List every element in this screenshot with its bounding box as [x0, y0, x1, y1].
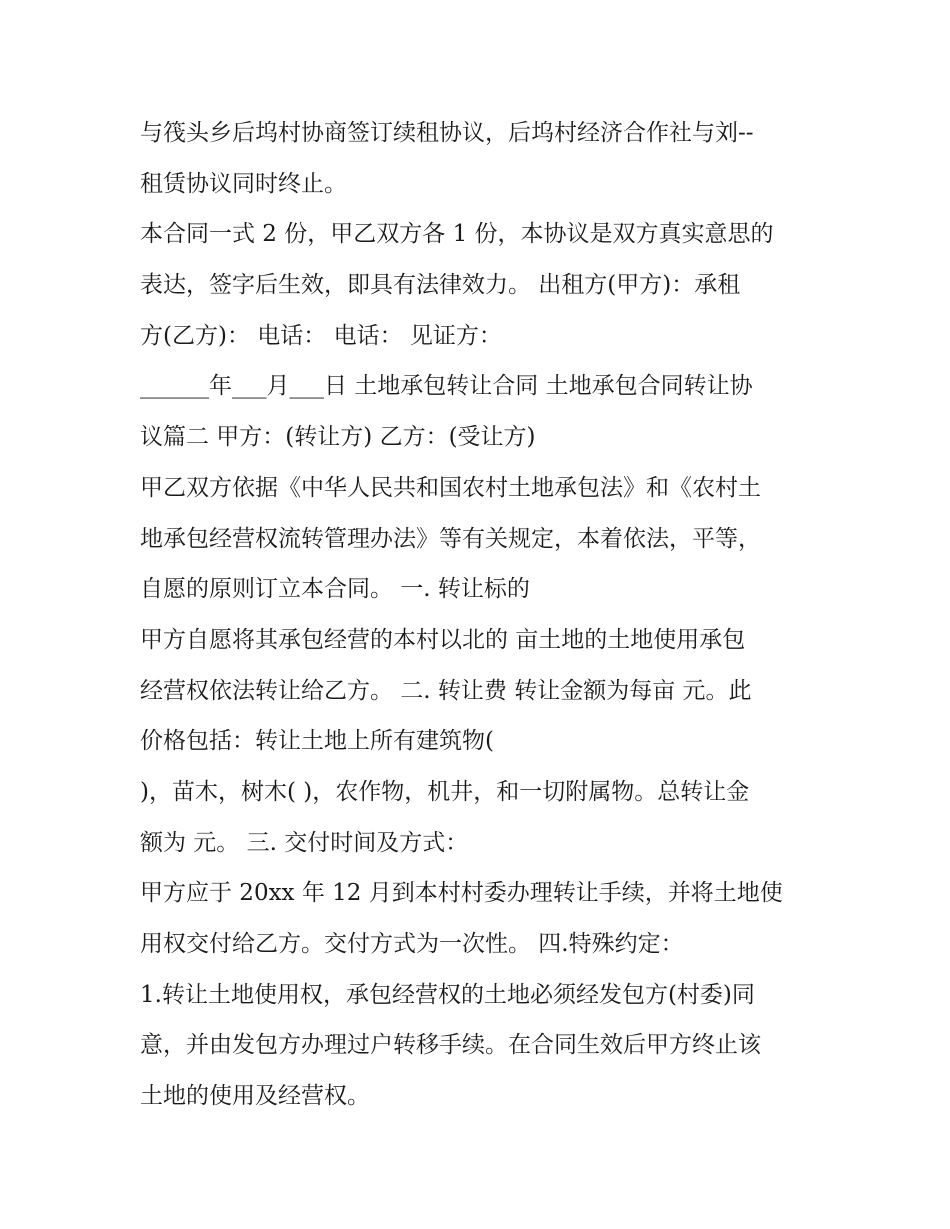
text-line: 租赁协议同时终止。	[140, 170, 347, 197]
text-line: 额为 元。 三. 交付时间及方式：	[140, 829, 469, 856]
text-line: ______年___月___日 土地承包转让合同 土地承包合同转让协	[140, 373, 753, 400]
text-line: 1.转让土地使用权，承包经营权的土地必须经发包方(村委)同	[140, 981, 755, 1008]
text-line: 本合同一式 2 份，甲乙双方各 1 份，本协议是双方真实意思的	[140, 221, 774, 248]
text-line: 价格包括：转让土地上所有建筑物(	[140, 728, 494, 755]
text-line: 方(乙方)： 电话： 电话： 见证方：	[140, 322, 502, 349]
text-line: 甲乙双方依据《中华人民共和国农村土地承包法》和《农村土	[140, 474, 761, 501]
text-line: 意，并由发包方办理过户转移手续。在合同生效后甲方终止该	[140, 1032, 761, 1059]
text-line: )，苗木，树木( )，农作物，机井，和一切附属物。总转让金	[140, 778, 750, 805]
text-line: 与筏头乡后坞村协商签订续租协议，后坞村经济合作社与刘--	[140, 120, 754, 146]
text-line: 土地的使用及经营权。	[140, 1083, 370, 1110]
text-line: 地承包经营权流转管理办法》等有关规定，本着依法，平等，	[140, 525, 761, 552]
text-line: 用权交付给乙方。交付方式为一次性。 四.特殊约定：	[140, 931, 684, 957]
text-line: 表达，签字后生效，即具有法律效力。 出租方(甲方)：承租	[140, 272, 741, 299]
text-line: 议篇二 甲方：(转让方) 乙方：(受让方)	[140, 424, 536, 451]
text-line: 甲方应于 20xx 年 12 月到本村村委办理转让手续，并将土地使	[140, 880, 783, 907]
text-line: 经营权依法转让给乙方。 二. 转让费 转让金额为每亩 元。此	[140, 677, 752, 704]
contract-body-text	[140, 108, 830, 1122]
text-line: 自愿的原则订立本合同。 一. 转让标的	[140, 576, 530, 603]
text-line: 甲方自愿将其承包经营的本村以北的 亩土地的土地使用承包	[140, 626, 746, 653]
